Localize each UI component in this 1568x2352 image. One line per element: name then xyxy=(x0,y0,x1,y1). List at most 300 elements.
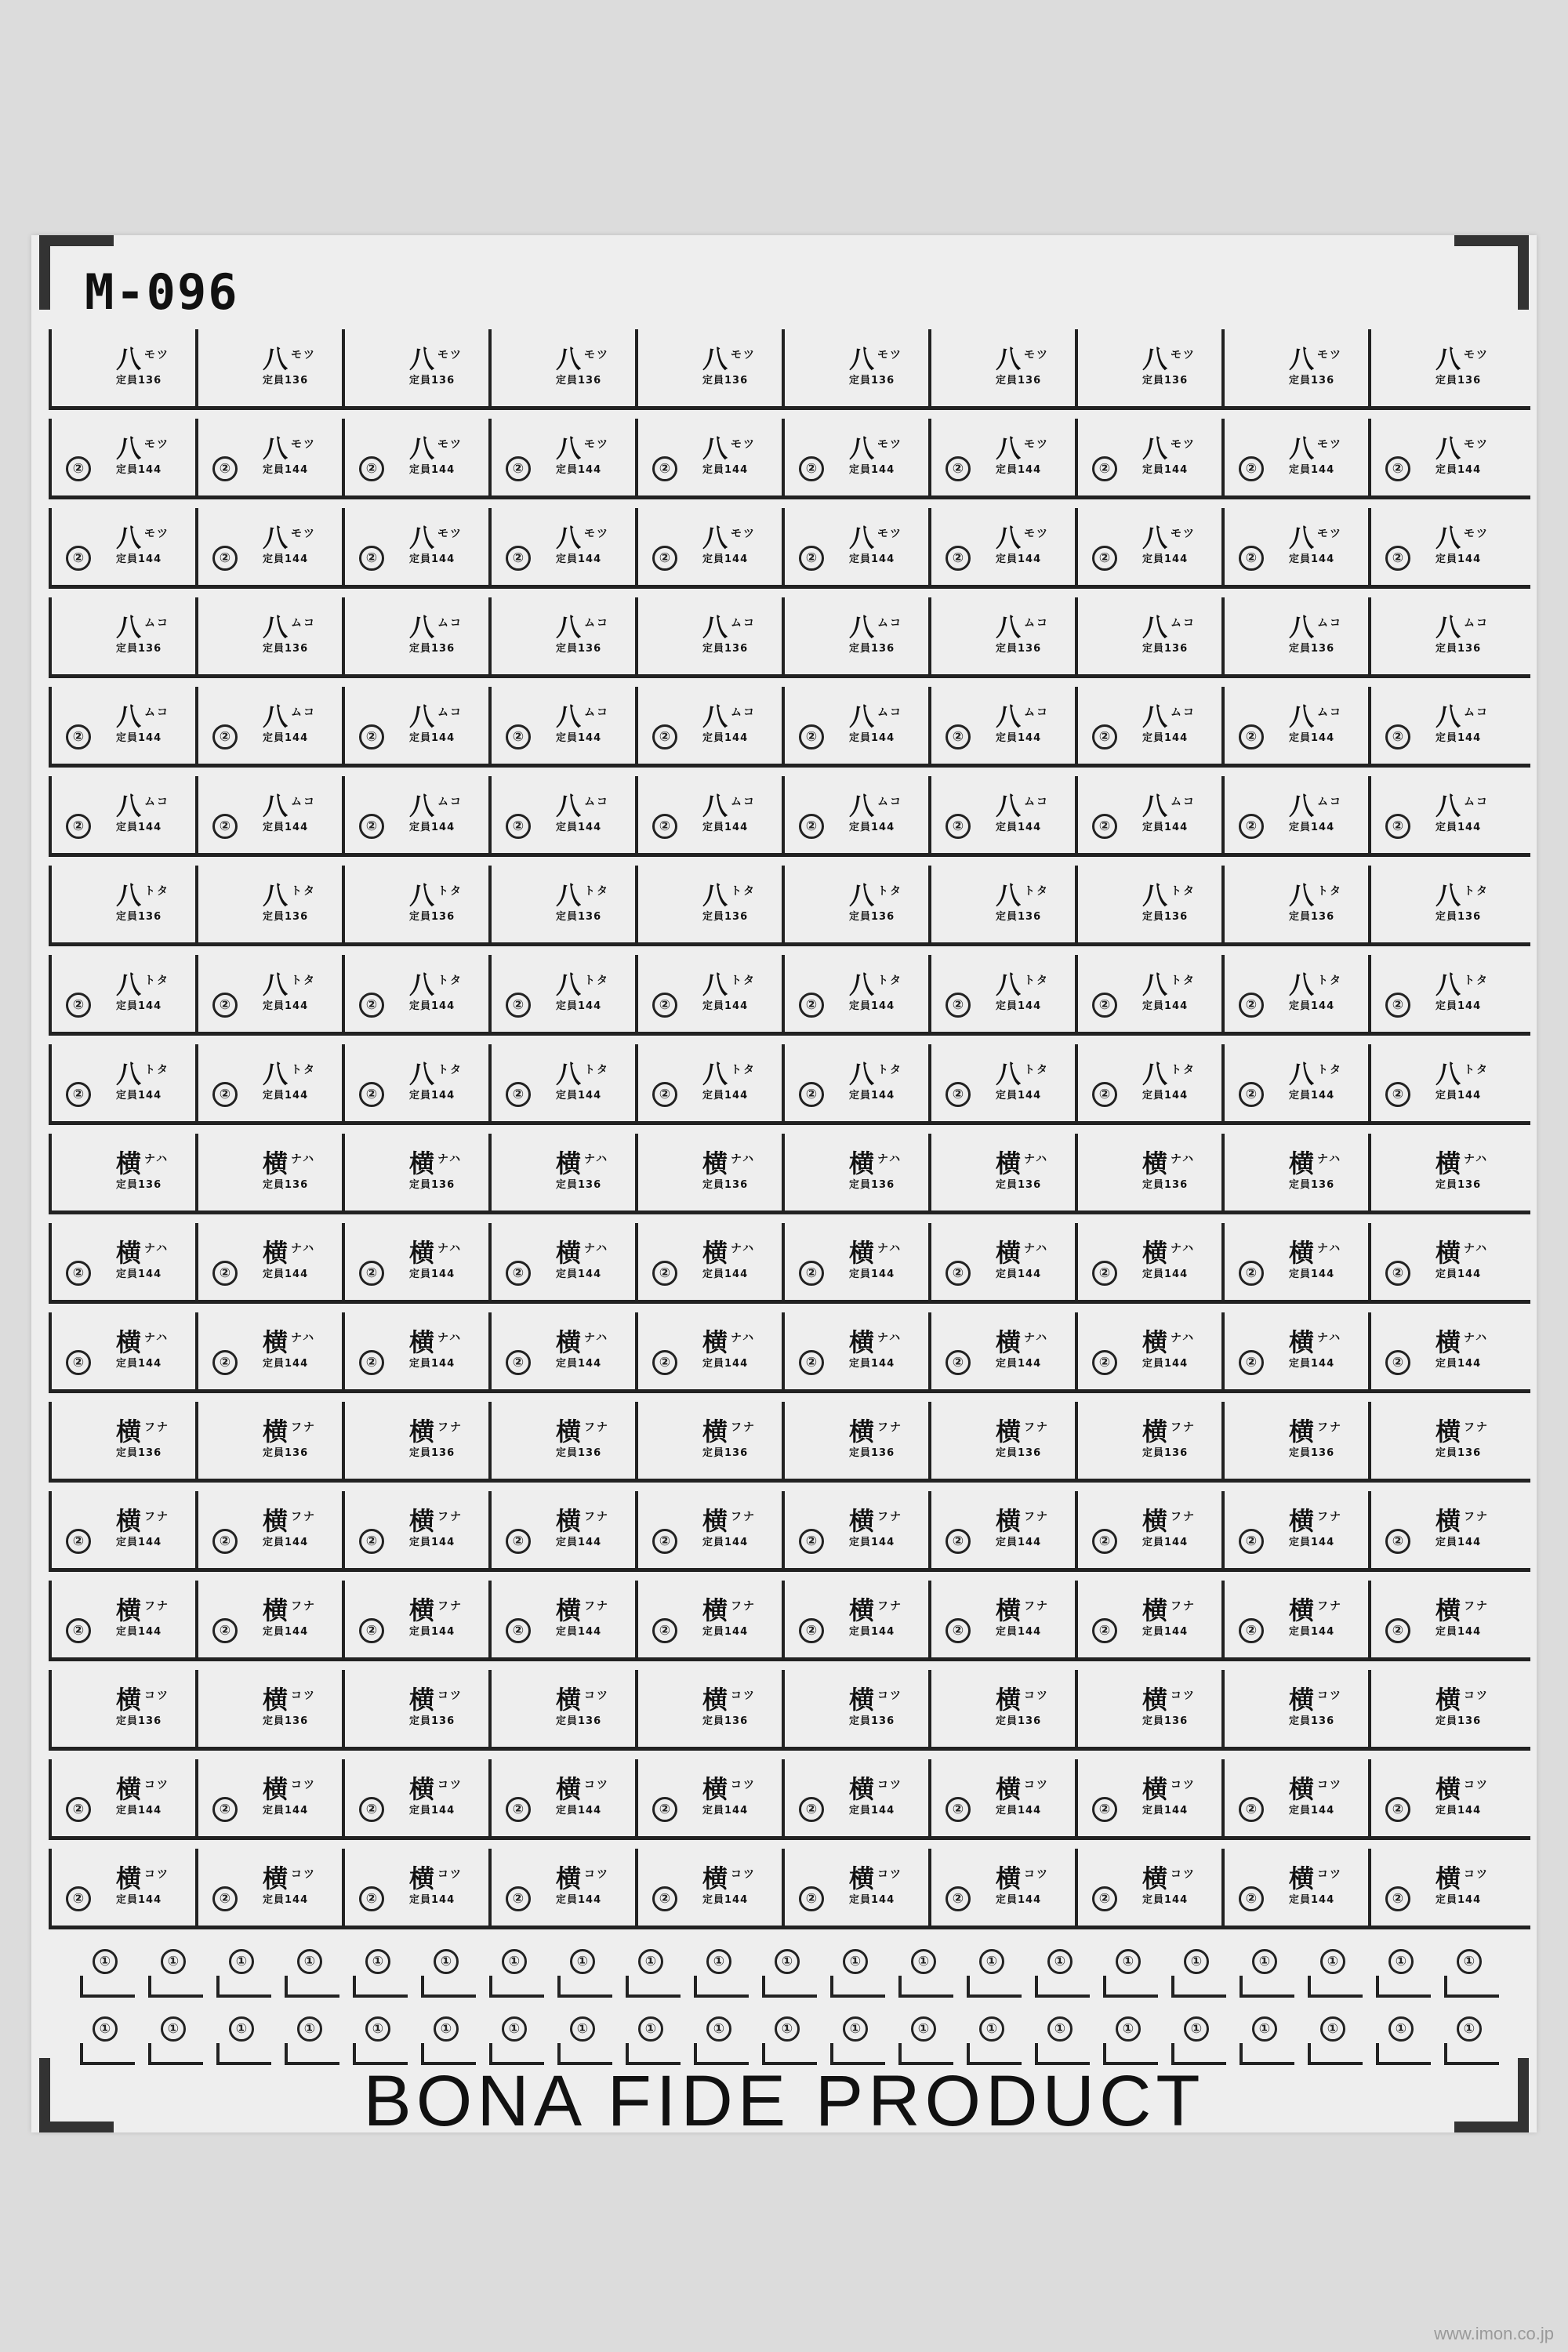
decal-depot-label xyxy=(1142,521,1196,551)
decal-number-mark: ② xyxy=(66,456,91,481)
decal-capacity-label: 定員144 xyxy=(1289,1537,1335,1548)
decal-region-char: 横 xyxy=(702,1685,728,1715)
decal-cell xyxy=(782,1312,928,1389)
decal-depot-code: トタ xyxy=(731,975,757,987)
decal-depot-code: ナハ xyxy=(1024,1243,1049,1255)
decal-number-mark: ② xyxy=(506,1261,531,1286)
decal-region-char: 横 xyxy=(1142,1238,1168,1268)
number-row xyxy=(80,2012,1523,2065)
decal-depot-label xyxy=(116,967,169,998)
decal-depot-label xyxy=(1289,1414,1342,1445)
decal-divider xyxy=(1221,1491,1225,1568)
decal-capacity-label: 定員136 xyxy=(263,1447,309,1459)
decal-depot-label xyxy=(849,699,902,730)
decal-number-mark: ② xyxy=(652,993,677,1018)
decal-divider xyxy=(635,1402,638,1479)
decal-depot-code: コツ xyxy=(437,1779,463,1791)
decal-divider xyxy=(1075,1849,1078,1926)
decal-divider xyxy=(49,508,52,585)
decal-number-mark: ② xyxy=(652,1797,677,1822)
decal-capacity-label: 定員144 xyxy=(702,1000,749,1012)
decal-number-mark: ② xyxy=(1092,1886,1117,1911)
decal-cell xyxy=(928,776,1075,853)
decal-depot-code: ムコ xyxy=(1464,706,1490,719)
decal-depot-code: ムコ xyxy=(1464,796,1490,808)
decal-divider xyxy=(782,776,785,853)
decal-number-mark: ② xyxy=(212,1261,238,1286)
decal-depot-code: トタ xyxy=(1317,885,1343,898)
decal-depot-label xyxy=(409,1682,463,1713)
decal-number-mark: ② xyxy=(506,724,531,750)
decal-region-char: 横 xyxy=(702,1595,728,1625)
decal-cell xyxy=(342,866,488,942)
decal-cell xyxy=(782,955,928,1032)
decal-capacity-label: 定員144 xyxy=(849,1000,895,1012)
decal-depot-code: フナ xyxy=(291,1511,317,1523)
decal-capacity-label: 定員136 xyxy=(702,1179,749,1191)
decal-region-char: 八 xyxy=(1436,344,1461,374)
decal-depot-label xyxy=(1289,1057,1342,1087)
decal-capacity-label: 定員136 xyxy=(996,643,1042,655)
decal-depot-label xyxy=(996,610,1049,641)
number-bracket-bottom xyxy=(898,1994,953,1998)
decal-depot-label xyxy=(849,342,902,372)
decal-divider xyxy=(782,1402,785,1479)
decal-capacity-label: 定員144 xyxy=(1436,464,1482,476)
decal-divider xyxy=(195,1044,198,1121)
decal-depot-label xyxy=(556,878,609,909)
number-cell xyxy=(1240,1944,1294,1998)
decal-depot-code: モツ xyxy=(584,528,610,540)
number-cell xyxy=(421,1944,476,1998)
decal-cell xyxy=(1368,687,1515,764)
decal-depot-label xyxy=(996,1236,1048,1266)
decal-depot-code: コツ xyxy=(437,1868,463,1881)
number-mark: ① xyxy=(1184,2016,1209,2042)
decal-cell xyxy=(928,329,1075,406)
number-cell xyxy=(762,2012,817,2065)
decal-depot-code: ナハ xyxy=(1317,1332,1342,1345)
decal-number-mark: ② xyxy=(1092,724,1117,750)
decal-depot-label xyxy=(409,1861,463,1892)
decal-capacity-label: 定員144 xyxy=(1436,822,1482,833)
decal-divider xyxy=(928,1044,931,1121)
number-mark: ① xyxy=(979,1949,1004,1974)
decal-region-char: 八 xyxy=(409,344,435,374)
decal-depot-label xyxy=(702,1414,756,1445)
decal-divider xyxy=(488,1849,492,1926)
decal-depot-code: モツ xyxy=(877,438,903,451)
decal-region-char: 横 xyxy=(1289,1327,1315,1357)
decal-cell xyxy=(1221,687,1368,764)
decal-row xyxy=(49,1223,1530,1304)
decal-divider xyxy=(1368,776,1371,853)
decal-cell xyxy=(195,1670,342,1747)
decal-cell xyxy=(782,1491,928,1568)
decal-number-mark: ② xyxy=(359,1082,384,1107)
decal-divider xyxy=(49,1044,52,1121)
decal-row xyxy=(49,1581,1530,1661)
decal-depot-code: ムコ xyxy=(1317,796,1343,808)
decal-capacity-label: 定員144 xyxy=(263,1537,309,1548)
number-mark: ① xyxy=(1047,1949,1073,1974)
decal-divider xyxy=(488,1044,492,1121)
number-mark: ① xyxy=(297,2016,322,2042)
decal-depot-code: フナ xyxy=(584,1600,610,1613)
decal-depot-code: ムコ xyxy=(291,617,317,630)
decal-divider xyxy=(1368,866,1371,942)
decal-divider xyxy=(635,1759,638,1836)
decal-number-mark: ② xyxy=(799,1797,824,1822)
decal-region-char: 八 xyxy=(849,791,875,821)
decal-depot-code: コツ xyxy=(144,1690,170,1702)
decal-region-char: 八 xyxy=(263,970,289,1000)
decal-capacity-label: 定員136 xyxy=(556,911,602,923)
decal-number-mark: ② xyxy=(1239,1797,1264,1822)
decal-region-char: 横 xyxy=(556,1864,582,1893)
decal-depot-code: フナ xyxy=(1317,1421,1343,1434)
decal-cell xyxy=(1221,1491,1368,1568)
decal-row-baseline xyxy=(49,764,1530,768)
decal-depot-label xyxy=(996,342,1049,372)
decal-number-mark: ② xyxy=(66,546,91,571)
decal-depot-label xyxy=(702,1772,756,1802)
number-mark: ① xyxy=(93,2016,118,2042)
decal-divider xyxy=(488,1402,492,1479)
decal-sheet xyxy=(31,235,1537,2141)
decal-number-mark: ② xyxy=(506,993,531,1018)
decal-divider xyxy=(782,1312,785,1389)
decal-region-char: 横 xyxy=(849,1774,875,1804)
decal-depot-code: コツ xyxy=(1464,1779,1490,1791)
decal-region-char: 横 xyxy=(263,1685,289,1715)
decal-row-baseline xyxy=(49,1210,1530,1214)
decal-divider xyxy=(342,419,345,495)
decal-cell xyxy=(195,329,342,406)
decal-depot-label xyxy=(263,1861,316,1892)
decal-depot-label xyxy=(1289,699,1342,730)
decal-region-char: 横 xyxy=(1289,1149,1315,1178)
decal-depot-code: トタ xyxy=(584,1064,610,1076)
decal-capacity-label: 定員136 xyxy=(1142,1715,1189,1727)
decal-divider xyxy=(1368,1581,1371,1657)
decal-number-mark: ② xyxy=(66,1261,91,1286)
decal-depot-code: モツ xyxy=(877,528,903,540)
decal-cell xyxy=(1368,1134,1515,1210)
decal-depot-label xyxy=(1436,1504,1489,1534)
decal-capacity-label: 定員144 xyxy=(1289,1358,1335,1370)
decal-divider xyxy=(195,1759,198,1836)
decal-region-char: 横 xyxy=(996,1327,1022,1357)
decal-number-mark: ② xyxy=(359,1886,384,1911)
decal-number-mark: ② xyxy=(946,993,971,1018)
decal-region-char: 横 xyxy=(116,1417,142,1446)
decal-depot-code: コツ xyxy=(144,1868,170,1881)
decal-capacity-label: 定員136 xyxy=(702,1715,749,1727)
decal-region-char: 横 xyxy=(849,1506,875,1536)
decal-cell xyxy=(782,1402,928,1479)
decal-cell xyxy=(49,1223,195,1300)
decal-cell xyxy=(782,687,928,764)
number-cell xyxy=(148,2012,203,2065)
decal-capacity-label: 定員136 xyxy=(1142,375,1189,387)
decal-depot-code: フナ xyxy=(1317,1600,1343,1613)
decal-capacity-label: 定員144 xyxy=(409,464,456,476)
decal-depot-code: モツ xyxy=(1171,528,1196,540)
decal-depot-label xyxy=(409,699,463,730)
decal-divider xyxy=(1221,1312,1225,1389)
decal-depot-label xyxy=(849,1504,902,1534)
decal-number-mark: ② xyxy=(799,546,824,571)
decal-number-mark: ② xyxy=(1239,1886,1264,1911)
decal-capacity-label: 定員144 xyxy=(116,554,162,565)
decal-cell xyxy=(49,1312,195,1389)
decal-capacity-label: 定員144 xyxy=(556,1269,602,1280)
decal-divider xyxy=(928,955,931,1032)
decal-number-mark: ② xyxy=(66,993,91,1018)
decal-capacity-label: 定員144 xyxy=(996,1805,1042,1817)
decal-region-char: 八 xyxy=(996,1059,1022,1089)
decal-divider xyxy=(1368,1491,1371,1568)
decal-region-char: 八 xyxy=(1289,344,1315,374)
decal-row xyxy=(49,1849,1530,1929)
decal-divider xyxy=(342,508,345,585)
decal-region-char: 横 xyxy=(409,1685,435,1715)
decal-region-char: 八 xyxy=(116,880,142,910)
decal-cell xyxy=(488,866,635,942)
decal-capacity-label: 定員136 xyxy=(996,375,1042,387)
decal-divider xyxy=(635,1134,638,1210)
decal-cell xyxy=(488,1402,635,1479)
decal-depot-code: ムコ xyxy=(1464,617,1490,630)
decal-capacity-label: 定員144 xyxy=(849,1537,895,1548)
decal-capacity-label: 定員144 xyxy=(1436,1805,1482,1817)
decal-depot-code: ムコ xyxy=(584,617,610,630)
decal-cell xyxy=(782,1581,928,1657)
decal-capacity-label: 定員136 xyxy=(702,375,749,387)
decal-cell xyxy=(1221,1402,1368,1479)
decal-depot-label xyxy=(556,342,609,372)
decal-depot-code: モツ xyxy=(437,528,463,540)
decal-capacity-label: 定員144 xyxy=(996,822,1042,833)
decal-depot-label xyxy=(1142,1593,1196,1624)
decal-cell xyxy=(928,866,1075,942)
decal-capacity-label: 定員144 xyxy=(116,732,162,744)
decal-capacity-label: 定員144 xyxy=(1142,1090,1189,1102)
decal-depot-code: モツ xyxy=(731,528,757,540)
decal-number-mark: ② xyxy=(946,1618,971,1643)
number-cell xyxy=(1171,2012,1226,2065)
decal-divider xyxy=(195,955,198,1032)
decal-region-char: 八 xyxy=(1289,434,1315,463)
decal-divider xyxy=(928,1759,931,1836)
decal-capacity-label: 定員144 xyxy=(556,1000,602,1012)
decal-depot-code: ムコ xyxy=(1024,706,1050,719)
decal-region-char: 横 xyxy=(702,1238,728,1268)
decal-cell xyxy=(635,508,782,585)
decal-cell xyxy=(1221,1581,1368,1657)
decal-cell xyxy=(195,1044,342,1121)
decal-depot-label xyxy=(1436,1861,1489,1892)
decal-depot-code: コツ xyxy=(877,1779,903,1791)
decal-depot-code: ナハ xyxy=(1171,1243,1196,1255)
decal-capacity-label: 定員144 xyxy=(556,822,602,833)
decal-capacity-label: 定員144 xyxy=(996,1000,1042,1012)
decal-divider xyxy=(195,508,198,585)
decal-number-mark: ② xyxy=(506,1529,531,1554)
number-cell xyxy=(353,2012,408,2065)
number-mark: ① xyxy=(1252,1949,1277,1974)
decal-capacity-label: 定員144 xyxy=(1289,1090,1335,1102)
decal-depot-code: フナ xyxy=(731,1511,757,1523)
number-mark: ① xyxy=(434,2016,459,2042)
decal-row-baseline xyxy=(49,406,1530,410)
decal-capacity-label: 定員144 xyxy=(1289,464,1335,476)
decal-cell xyxy=(342,776,488,853)
decal-depot-label xyxy=(116,1861,169,1892)
decal-depot-code: フナ xyxy=(731,1421,757,1434)
decal-depot-label xyxy=(1289,521,1342,551)
decal-region-char: 横 xyxy=(996,1595,1022,1625)
number-mark: ① xyxy=(1388,1949,1414,1974)
number-cell xyxy=(967,2012,1022,2065)
number-bracket-bottom xyxy=(1103,1994,1158,1998)
decal-capacity-label: 定員144 xyxy=(849,1269,895,1280)
decal-capacity-label: 定員144 xyxy=(116,1805,162,1817)
decal-depot-code: トタ xyxy=(144,1064,170,1076)
decal-cell xyxy=(928,955,1075,1032)
decal-capacity-label: 定員144 xyxy=(996,1894,1042,1906)
decal-region-char: 横 xyxy=(116,1506,142,1536)
decal-number-mark: ② xyxy=(946,456,971,481)
decal-capacity-label: 定員144 xyxy=(996,1269,1042,1280)
decal-number-mark: ② xyxy=(66,1350,91,1375)
decal-cell xyxy=(782,1759,928,1836)
decal-divider xyxy=(928,1581,931,1657)
decal-depot-code: フナ xyxy=(437,1600,463,1613)
decal-cell xyxy=(928,1849,1075,1926)
decal-cell xyxy=(928,1670,1075,1747)
number-bracket-bottom xyxy=(353,1994,408,1998)
decal-number-mark: ② xyxy=(946,1261,971,1286)
decal-number-mark: ② xyxy=(799,456,824,481)
decal-region-char: 八 xyxy=(1142,880,1168,910)
decal-cell xyxy=(1075,419,1221,495)
number-mark: ① xyxy=(911,2016,936,2042)
decal-depot-label xyxy=(263,610,316,641)
decal-capacity-label: 定員136 xyxy=(1436,1447,1482,1459)
decal-depot-label xyxy=(996,789,1049,819)
decal-capacity-label: 定員136 xyxy=(996,1179,1042,1191)
decal-depot-code: コツ xyxy=(1024,1690,1050,1702)
decal-divider xyxy=(195,1134,198,1210)
number-cell xyxy=(80,1944,135,1998)
number-cell xyxy=(216,1944,271,1998)
decal-divider xyxy=(1075,866,1078,942)
decal-capacity-label: 定員144 xyxy=(1142,1537,1189,1548)
number-cell xyxy=(1444,2012,1499,2065)
decal-region-char: 横 xyxy=(702,1417,728,1446)
decal-cell xyxy=(1075,1402,1221,1479)
decal-depot-label xyxy=(263,1146,315,1177)
decal-cell xyxy=(635,1134,782,1210)
decal-capacity-label: 定員144 xyxy=(1436,1537,1482,1548)
decal-cell xyxy=(1368,1402,1515,1479)
number-cell xyxy=(967,1944,1022,1998)
number-mark: ① xyxy=(1457,2016,1482,2042)
number-mark: ① xyxy=(570,1949,595,1974)
decal-capacity-label: 定員144 xyxy=(702,1805,749,1817)
decal-region-char: 八 xyxy=(1289,791,1315,821)
decal-depot-code: トタ xyxy=(1024,1064,1050,1076)
decal-depot-label xyxy=(409,1504,463,1534)
decal-depot-code: モツ xyxy=(731,349,757,361)
decal-divider xyxy=(488,687,492,764)
decal-capacity-label: 定員144 xyxy=(1142,1805,1189,1817)
decal-cell xyxy=(1075,1134,1221,1210)
decal-region-char: 横 xyxy=(116,1327,142,1357)
decal-depot-label xyxy=(409,789,463,819)
decal-depot-label xyxy=(556,967,609,998)
decal-region-char: 八 xyxy=(1142,970,1168,1000)
decal-cell xyxy=(1221,1312,1368,1389)
number-cell xyxy=(1035,2012,1090,2065)
number-mark: ① xyxy=(775,2016,800,2042)
decal-region-char: 八 xyxy=(1436,1059,1461,1089)
decal-depot-code: トタ xyxy=(1317,1064,1343,1076)
decal-divider xyxy=(1075,955,1078,1032)
decal-depot-code: トタ xyxy=(291,1064,317,1076)
number-mark: ① xyxy=(229,1949,254,1974)
decal-depot-code: フナ xyxy=(291,1421,317,1434)
number-bracket-bottom xyxy=(1308,1994,1363,1998)
decal-divider xyxy=(195,1223,198,1300)
decal-depot-code: ナハ xyxy=(1171,1332,1196,1345)
decal-capacity-label: 定員144 xyxy=(1142,464,1189,476)
decal-divider xyxy=(1221,1581,1225,1657)
decal-depot-label xyxy=(849,789,902,819)
decal-cell xyxy=(1368,1044,1515,1121)
decal-capacity-label: 定員136 xyxy=(1289,1715,1335,1727)
decal-capacity-label: 定員144 xyxy=(702,1358,749,1370)
decal-depot-label xyxy=(1142,431,1196,462)
decal-number-mark: ② xyxy=(66,724,91,750)
decal-depot-code: モツ xyxy=(877,349,903,361)
number-bracket-bottom xyxy=(557,1994,612,1998)
decal-capacity-label: 定員144 xyxy=(263,1000,309,1012)
decal-capacity-label: 定員144 xyxy=(702,464,749,476)
decal-depot-code: ムコ xyxy=(437,706,463,719)
decal-depot-label xyxy=(1289,878,1342,909)
decal-region-char: 八 xyxy=(263,791,289,821)
decal-region-char: 八 xyxy=(409,970,435,1000)
decal-cell xyxy=(635,1670,782,1747)
decal-region-char: 八 xyxy=(556,523,582,553)
decal-divider xyxy=(1075,1581,1078,1657)
decal-region-char: 八 xyxy=(263,523,289,553)
decal-divider xyxy=(488,1581,492,1657)
decal-region-char: 横 xyxy=(556,1238,582,1268)
number-mark: ① xyxy=(1320,2016,1345,2042)
decal-depot-label xyxy=(263,1593,316,1624)
decal-region-char: 八 xyxy=(1436,612,1461,642)
decal-depot-label xyxy=(1436,967,1489,998)
decal-capacity-label: 定員144 xyxy=(996,1626,1042,1638)
number-cell xyxy=(285,2012,339,2065)
decal-divider xyxy=(782,1044,785,1121)
decal-depot-code: フナ xyxy=(731,1600,757,1613)
decal-depot-code: コツ xyxy=(584,1779,610,1791)
